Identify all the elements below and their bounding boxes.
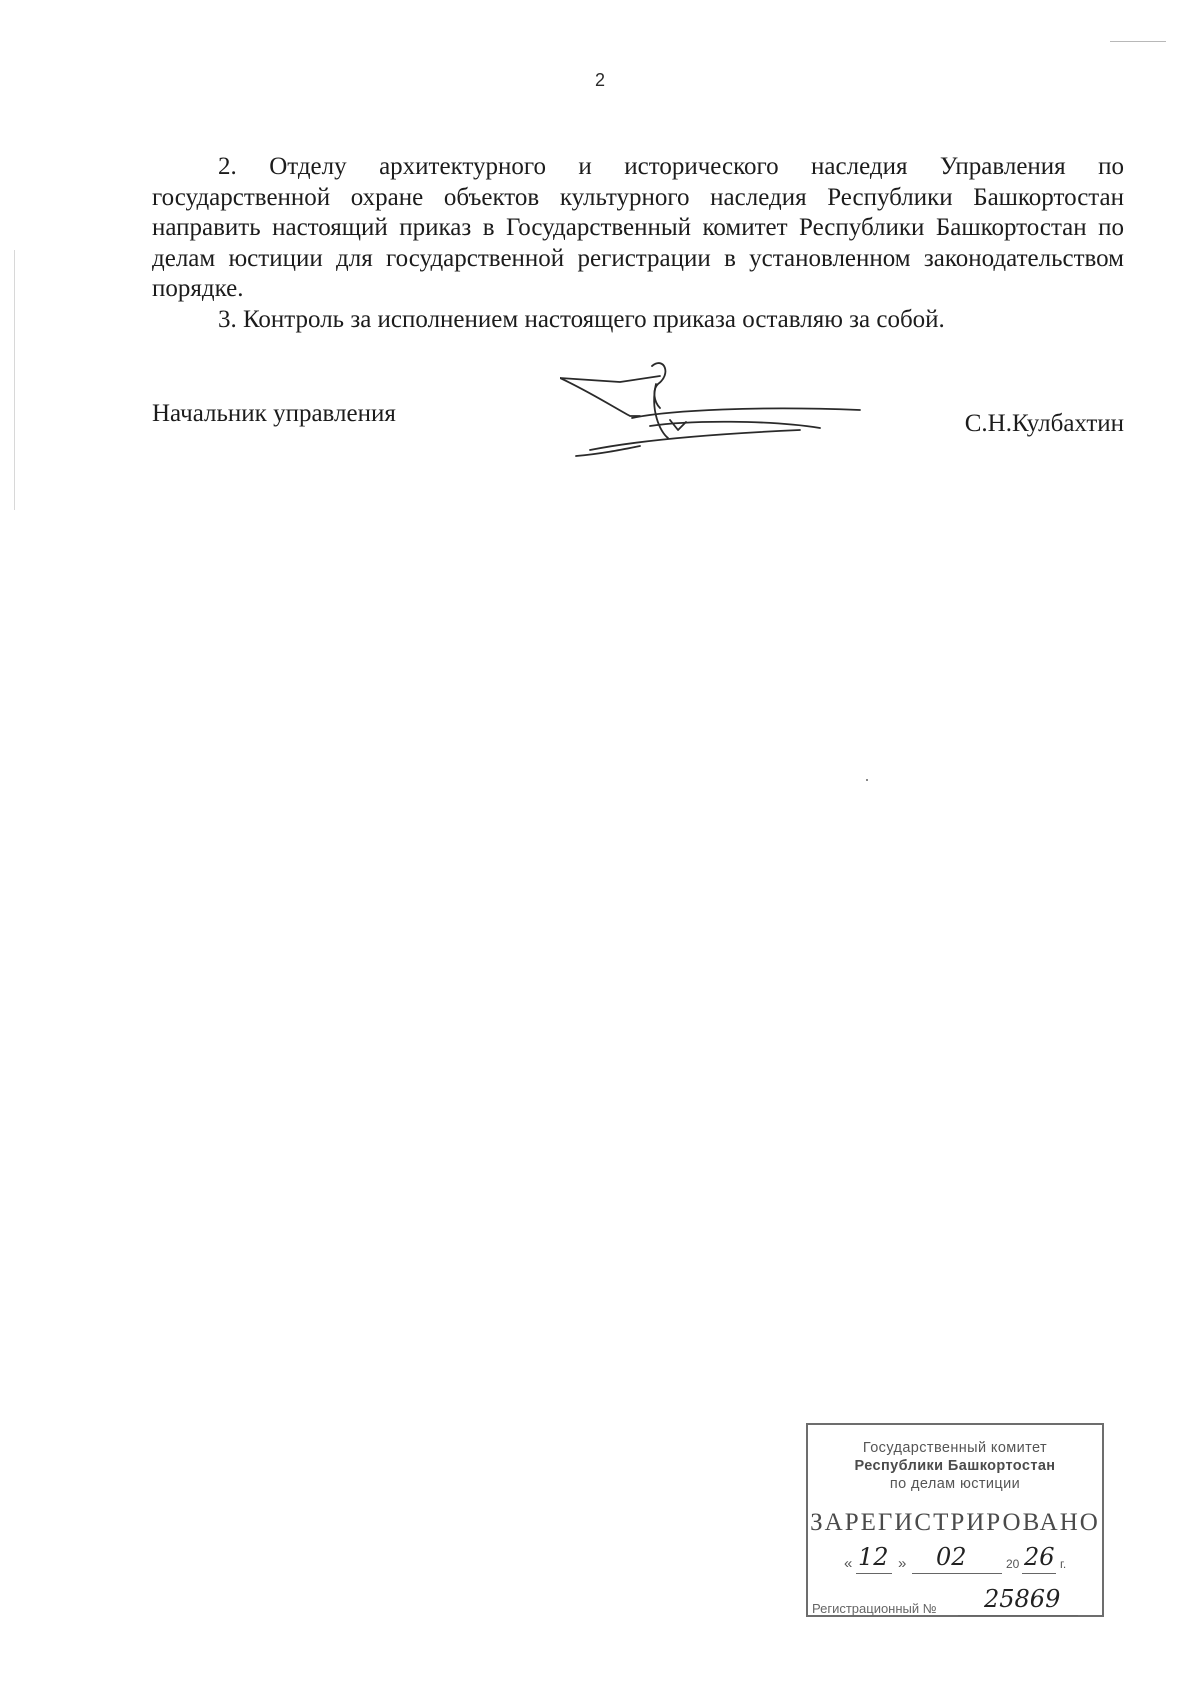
- stamp-org-line-2: Республики Башкортостан: [854, 1458, 1056, 1474]
- stamp-year: 26: [1024, 1543, 1055, 1571]
- position-title: Начальник управления: [152, 400, 396, 427]
- stamp-quote-open: «: [844, 1555, 853, 1572]
- document-body: [152, 152, 1124, 335]
- scan-edge-mark: [14, 250, 15, 510]
- handwritten-signature-icon: [560, 360, 900, 470]
- stamp-status: ЗАРЕГИСТРИРОВАНО: [810, 1509, 1100, 1536]
- registration-stamp: [806, 1423, 1104, 1617]
- scan-dust-mark: [866, 779, 868, 781]
- scan-edge-mark: [1110, 41, 1166, 42]
- stamp-day: 12: [858, 1543, 889, 1571]
- stamp-reg-number: 25869: [984, 1585, 1061, 1613]
- stamp-date: [808, 1543, 1102, 1577]
- signer-name: С.Н.Кулбахтин: [964, 410, 1124, 437]
- stamp-month-line: [912, 1573, 1002, 1574]
- stamp-year-prefix: 20: [1006, 1557, 1020, 1571]
- stamp-organization: [808, 1439, 1102, 1493]
- stamp-quote-close: »: [898, 1555, 907, 1572]
- paragraph-2: 2. Отделу архитектурного и исторического наследия Управления по государственной охране объектов культурного наследия Республики Башкортостан направить настоящий приказ в Государственный комитет Республики Башкортостан по делам юстиции для государственной регистрации в установленном законодательством порядке.: [152, 153, 1124, 302]
- stamp-day-line: [856, 1573, 892, 1574]
- stamp-registration: [808, 1587, 1102, 1617]
- stamp-reg-label: Регистрационный №: [812, 1601, 937, 1616]
- stamp-year-unit: г.: [1060, 1557, 1067, 1571]
- stamp-org-line-3: по делам юстиции: [889, 1476, 1021, 1492]
- stamp-org-line-1: Государственный комитет: [862, 1440, 1048, 1456]
- stamp-year-line: [1022, 1573, 1056, 1574]
- paragraph-3: 3. Контроль за исполнением настоящего приказа оставляю за собой.: [218, 305, 945, 333]
- stamp-month: 02: [936, 1543, 967, 1571]
- stamp-reg-line: [958, 1615, 1078, 1616]
- page-number: 2: [594, 70, 605, 90]
